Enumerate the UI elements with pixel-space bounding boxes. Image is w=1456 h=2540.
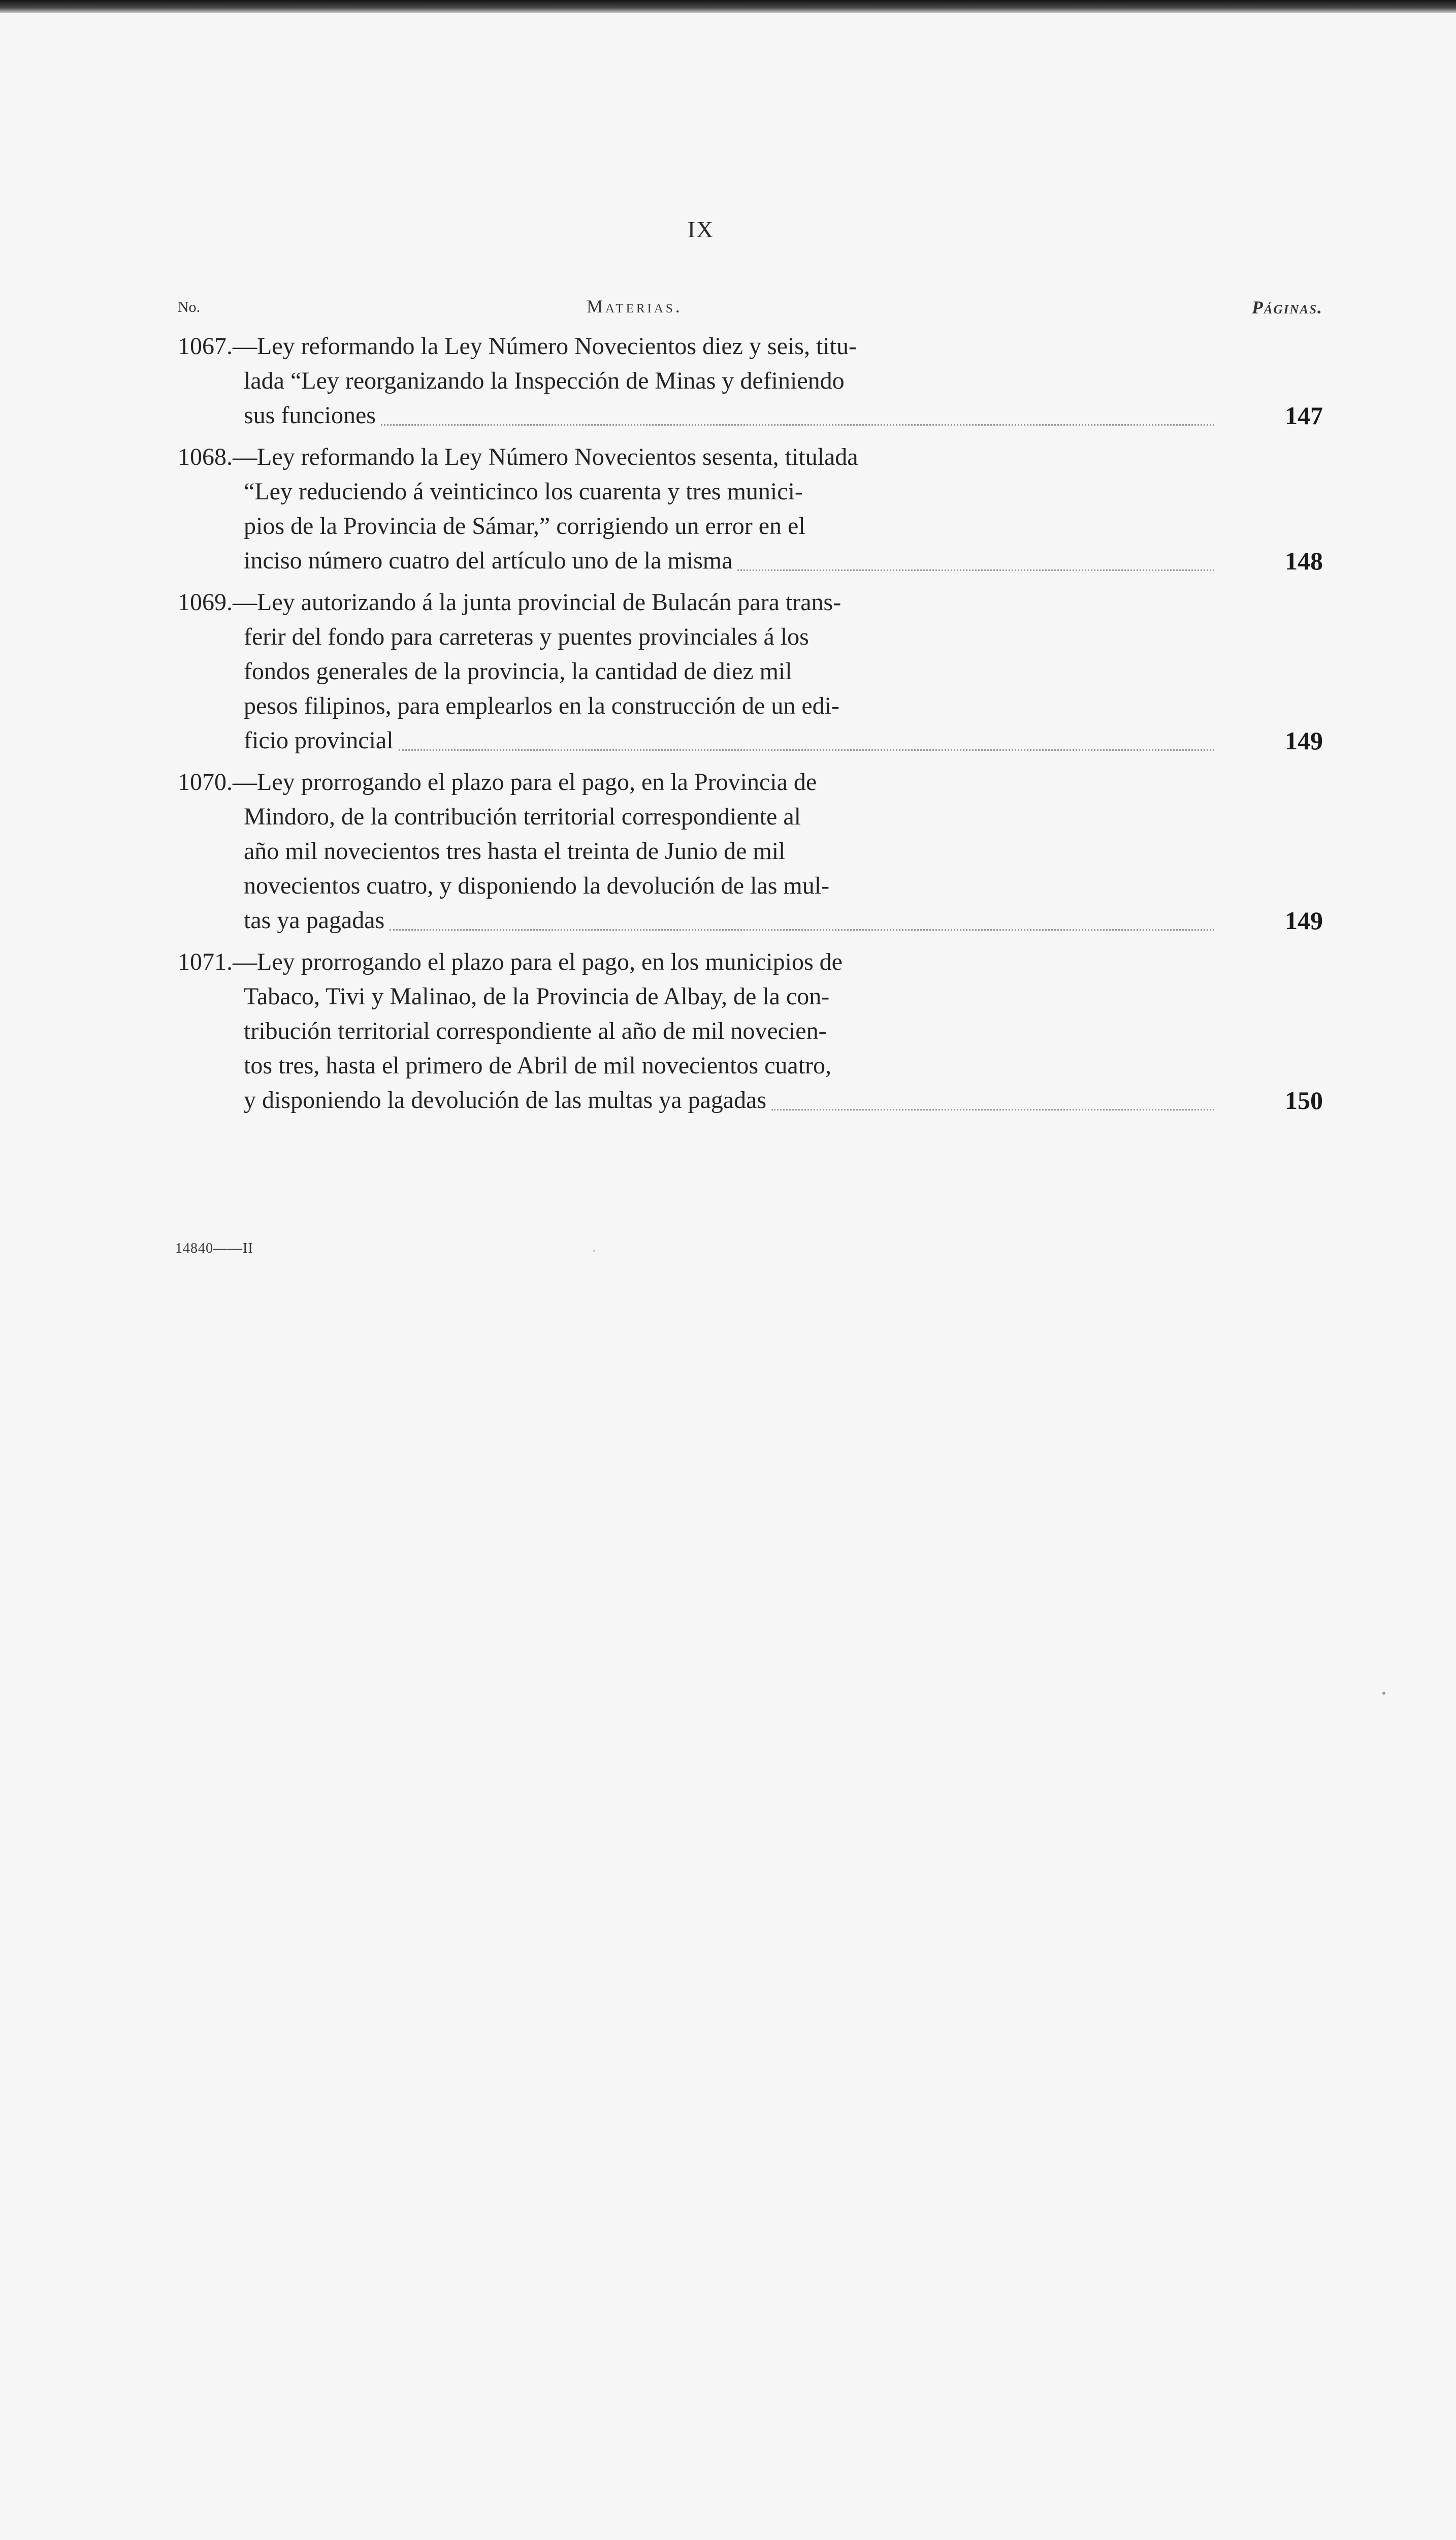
toc-entry [178, 765, 1323, 938]
column-header-number: No. [178, 299, 201, 315]
entry-line: fondos generales de la provincia, la cantidad de diez mil [244, 658, 792, 685]
scan-speck [1382, 1692, 1385, 1695]
entry-line: ferir del fondo para carreteras y puentes provinciales á los [244, 623, 809, 650]
dot-leader [399, 749, 1214, 751]
entry-line: tos tres, hasta el primero de Abril de mil novecientos cuatro, [244, 1052, 832, 1079]
entry-line-text: inciso número cuatro del artículo uno de la misma [244, 547, 733, 574]
entry-line-last [178, 1083, 1323, 1118]
entry-line: Tabaco, Tivi y Malinao, de la Provincia de Albay, de la con- [244, 983, 830, 1010]
entry-line: 1069.—Ley autorizando á la junta provincial de Bulacán para trans- [178, 589, 842, 616]
entry-line: tribución territorial correspondiente al año de mil novecien- [244, 1018, 827, 1044]
entry-line: Mindoro, de la contribución territorial correspondiente al [244, 803, 801, 830]
entry-line: 1070.—Ley prorrogando el plazo para el pago, en la Provincia de [178, 769, 817, 796]
entry-line-last [178, 903, 1323, 938]
page-reference: 149 [1285, 726, 1323, 755]
dot-leader [771, 1108, 1214, 1110]
page-reference: 149 [1285, 906, 1323, 935]
entry-line-text: ficio provincial [244, 727, 394, 754]
entry-line-text: y disponiendo la devolución de las multas ya pagadas [244, 1087, 767, 1114]
table-of-contents [178, 329, 1323, 1125]
column-header-subjects: Materias. [587, 296, 683, 316]
entry-line-last [178, 398, 1323, 433]
entry-line: 1067.—Ley reformando la Ley Número Novecientos diez y seis, titu- [178, 333, 857, 360]
page-reference: 150 [1285, 1086, 1323, 1115]
entry-line: pesos filipinos, para emplearlos en la construcción de un edi- [244, 692, 839, 719]
dot-leader [390, 929, 1214, 931]
page-reference: 148 [1285, 547, 1323, 575]
entry-line-last [178, 723, 1323, 758]
scan-top-edge [0, 0, 1456, 13]
toc-entry [178, 585, 1323, 758]
column-header-pages: Páginas. [1251, 297, 1323, 318]
page-reference: 147 [1285, 401, 1323, 430]
entry-line: año mil novecientos tres hasta el treinta de Junio de mil [244, 838, 786, 865]
toc-entry [178, 329, 1323, 433]
entry-line: 1071.—Ley prorrogando el plazo para el pago, en los municipios de [178, 948, 843, 975]
dot-leader [381, 424, 1214, 426]
toc-entry [178, 440, 1323, 578]
entry-line: “Ley reduciendo á veinticinco los cuarenta y tres munici- [244, 478, 803, 505]
entry-line: novecientos cuatro, y disponiendo la devolución de las mul- [244, 872, 830, 899]
printer-signature: 14840——II [175, 1241, 253, 1256]
scan-speck [593, 1250, 595, 1252]
entry-line-last [178, 544, 1323, 578]
page-number: IX [687, 216, 715, 242]
toc-entry [178, 945, 1323, 1118]
dot-leader [737, 569, 1214, 571]
entry-line: pios de la Provincia de Sámar,” corrigiendo un error en el [244, 513, 805, 539]
entry-line: lada “Ley reorganizando la Inspección de Minas y definiendo [244, 367, 845, 394]
entry-line-text: tas ya pagadas [244, 907, 385, 934]
entry-line: 1068.—Ley reformando la Ley Número Novecientos sesenta, titulada [178, 443, 858, 470]
entry-line-text: sus funciones [244, 402, 376, 429]
